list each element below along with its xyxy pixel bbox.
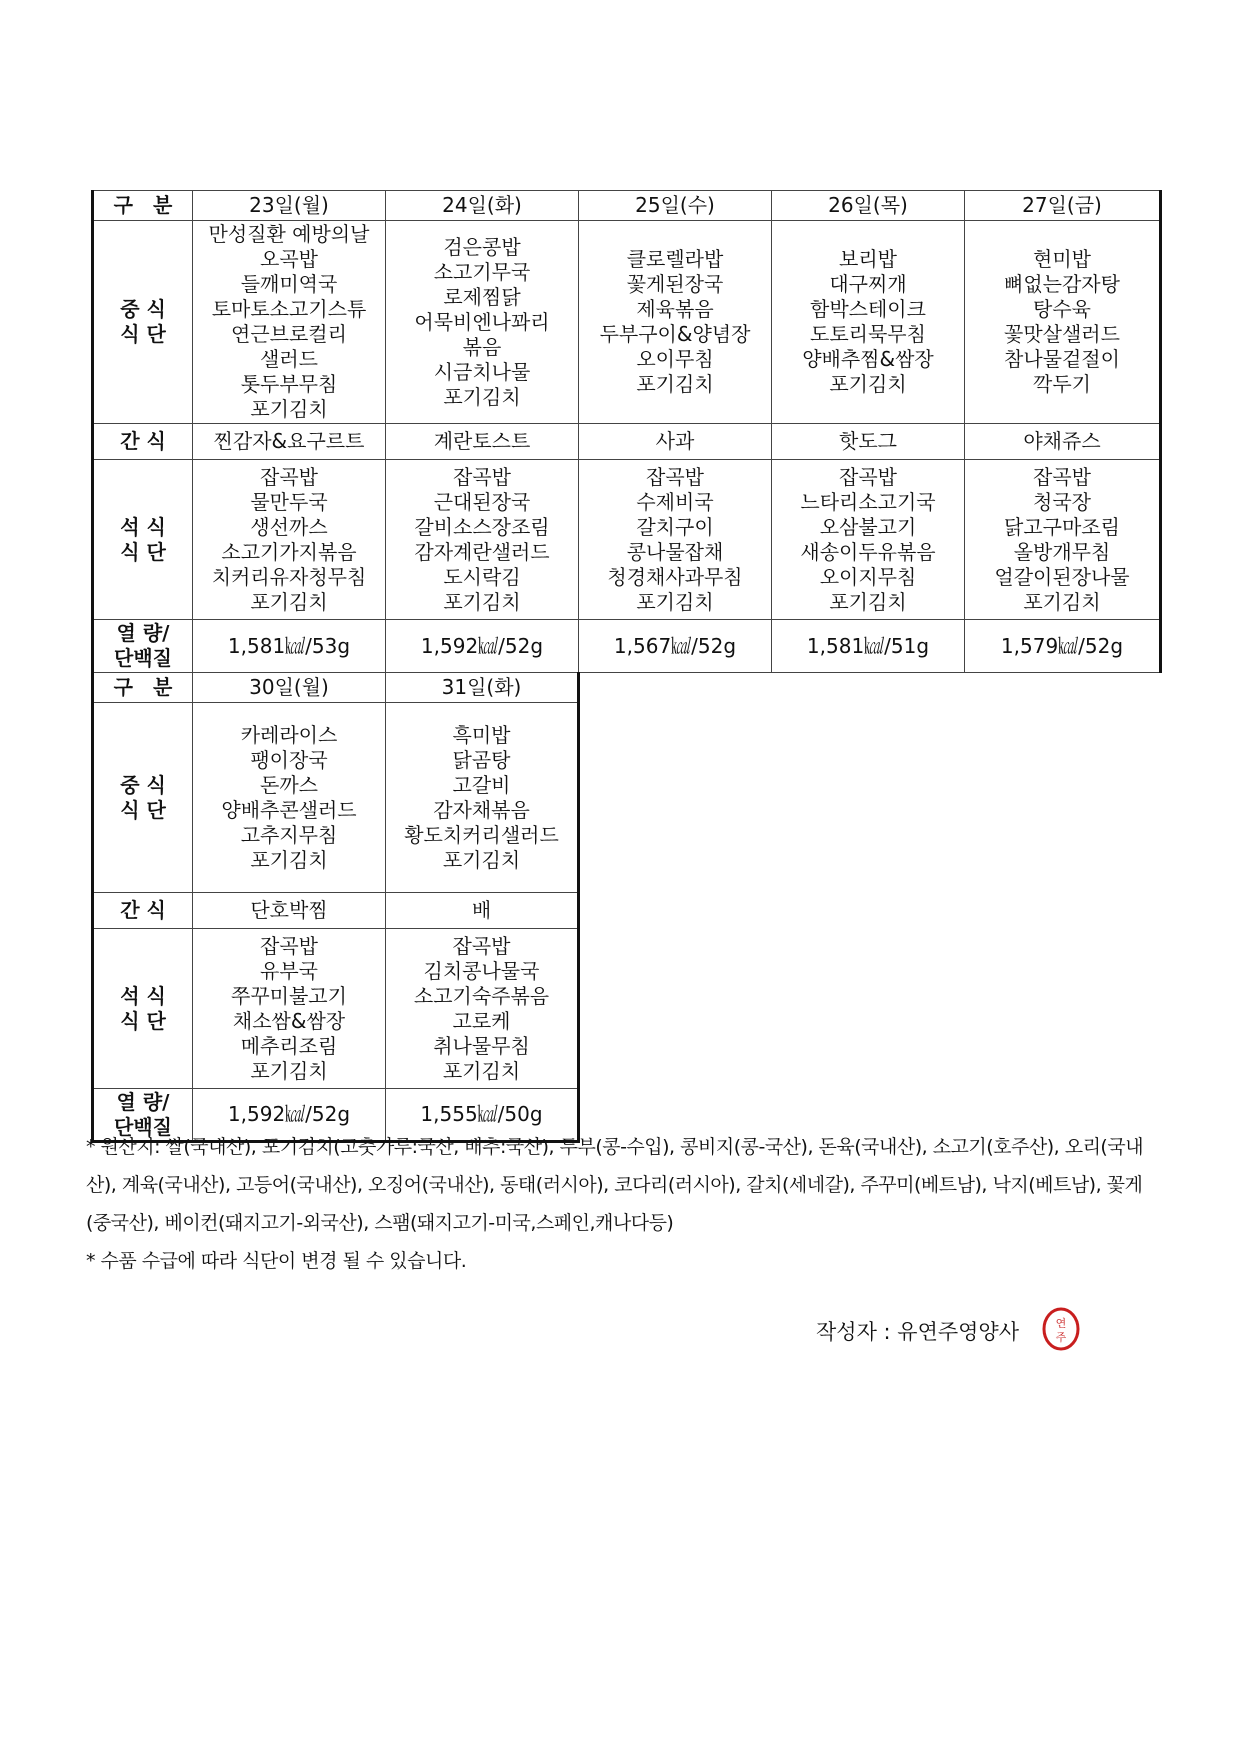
dish-item: 소고기숙주볶음 <box>413 983 550 1008</box>
dish-item: 포기김치 <box>250 589 328 614</box>
dish-item: 양배추찜&쌈장 <box>802 347 934 371</box>
dish-item: 연근브로컬리 <box>231 322 347 346</box>
dish-item: 잡곡밥 <box>452 933 511 958</box>
dish-item: 닭곰탕 <box>452 747 511 772</box>
snack-menu: 핫도그 <box>772 424 965 460</box>
calorie-protein: 1,592㎉/52g <box>386 620 579 673</box>
dish-item: 잡곡밥 <box>453 464 511 489</box>
row-label-dinner: 석 식 식 단 <box>93 929 193 1089</box>
dish-item: 흑미밥 <box>452 722 511 747</box>
dish-item: 포기김치 <box>250 1058 328 1083</box>
dish-item: 포기김치 <box>443 384 521 409</box>
dish-item: 콩나물잡채 <box>626 539 724 564</box>
calorie-protein: 1,579㎉/52g <box>965 620 1161 673</box>
dish-item: 감자채볶음 <box>433 797 530 822</box>
dish-item: 포기김치 <box>250 397 328 421</box>
day-header: 31일(화) <box>386 673 579 703</box>
dish-item: 올방개무침 <box>1013 539 1111 564</box>
dish-item: 청경채사과무침 <box>607 564 743 589</box>
dinner-menu <box>386 460 579 620</box>
snack-menu: 찐감자&요구르트 <box>193 424 386 460</box>
dish-item: 느타리소고기국 <box>800 489 936 514</box>
dish-item: 토마토소고기스튜 <box>211 297 367 321</box>
dish-item: 뼈없는감자탕 <box>1004 272 1120 296</box>
meal-plan-table <box>91 190 1162 1143</box>
dish-item: 두부구이&양념장 <box>599 322 751 346</box>
dish-item: 포기김치 <box>636 589 714 614</box>
nutritionist-seal <box>1041 1307 1081 1351</box>
day-header: 30일(월) <box>193 673 386 703</box>
day-header: 25일(수) <box>579 191 772 221</box>
dish-item: 포기김치 <box>443 589 521 614</box>
dish-item: 고추지무침 <box>240 822 338 847</box>
dish-item: 오이지무침 <box>819 564 917 589</box>
row-label-calorie: 열 량/ 단백질 <box>93 1089 193 1142</box>
dish-item: 포기김치 <box>829 589 907 614</box>
dish-item: 로제찜닭 <box>443 284 521 309</box>
snack-menu: 사과 <box>579 424 772 460</box>
dish-item: 검은콩밥 <box>443 234 521 259</box>
dinner-menu <box>193 460 386 620</box>
dish-item: 갈비소스장조림 <box>414 514 550 539</box>
dish-item: 들깨미역국 <box>240 272 338 296</box>
dish-item: 어묵비엔나꽈리 <box>414 309 550 334</box>
dish-item: 포기김치 <box>442 847 521 872</box>
dish-item: 청국장 <box>1033 489 1091 514</box>
snack-menu: 계란토스트 <box>386 424 579 460</box>
dish-item: 잡곡밥 <box>1033 464 1091 489</box>
dish-item: 포기김치 <box>636 372 714 396</box>
dish-item: 현미밥 <box>1033 247 1091 271</box>
dinner-menu <box>579 460 772 620</box>
dish-item: 소고기무국 <box>433 259 531 284</box>
dinner-menu <box>386 929 579 1089</box>
dish-item: 소고기가지볶음 <box>221 539 357 564</box>
dish-item: 잡곡밥 <box>839 464 897 489</box>
dish-item: 생선까스 <box>250 514 328 539</box>
dish-item: 쭈꾸미불고기 <box>231 983 347 1008</box>
dish-item: 톳두부무침 <box>240 372 338 396</box>
day-header: 27일(금) <box>965 191 1161 221</box>
author-signature: 작성자 : 유연주영양사 <box>816 1320 1019 1344</box>
dish-item: 오곡밥 <box>260 247 318 271</box>
lunch-menu <box>386 221 579 424</box>
dish-item: 제육볶음 <box>636 297 714 321</box>
dish-item: 샐러드 <box>260 347 318 371</box>
lunch-menu <box>772 221 965 424</box>
dish-item: 포기김치 <box>1023 589 1101 614</box>
dish-item: 참나물겉절이 <box>1004 347 1120 371</box>
snack-menu: 야채쥬스 <box>965 424 1161 460</box>
row-label-lunch: 중 식 식 단 <box>93 703 193 893</box>
dish-item: 잡곡밥 <box>260 933 318 958</box>
dish-item: 포기김치 <box>829 372 907 396</box>
dinner-menu <box>193 929 386 1089</box>
row-label-lunch: 중 식 식 단 <box>93 221 193 424</box>
dish-item: 함박스테이크 <box>810 297 926 321</box>
dish-item: 김치콩나물국 <box>423 958 540 983</box>
dish-item: 황도치커리샐러드 <box>404 822 559 847</box>
dish-item: 채소쌈&쌈장 <box>232 1008 346 1033</box>
dish-item: 얼갈이된장나물 <box>994 564 1130 589</box>
dish-item: 탕수육 <box>1033 297 1091 321</box>
day-header: 23일(월) <box>193 191 386 221</box>
dish-item: 근대된장국 <box>433 489 531 514</box>
dish-item: 포기김치 <box>442 1058 521 1083</box>
empty-area <box>579 673 1161 1142</box>
row-label-gubun: 구 분 <box>93 191 193 221</box>
calorie-protein: 1,581㎉/51g <box>772 620 965 673</box>
calorie-protein: 1,567㎉/52g <box>579 620 772 673</box>
dish-item: 만성질환 예방의날 <box>208 222 370 246</box>
svg-text:연: 연 <box>1055 1317 1067 1330</box>
dish-item: 메추리조림 <box>240 1033 338 1058</box>
dish-item: 포기김치 <box>250 847 328 872</box>
snack-menu: 단호박찜 <box>193 893 386 929</box>
day-header: 24일(화) <box>386 191 579 221</box>
dish-item: 새송이두유볶음 <box>800 539 936 564</box>
dish-item: 갈치구이 <box>636 514 714 539</box>
dish-item: 오이무침 <box>636 347 714 371</box>
dish-item: 도토리묵무침 <box>810 322 926 346</box>
dish-item: 돈까스 <box>260 772 318 797</box>
dish-item: 물만두국 <box>250 489 328 514</box>
lunch-menu <box>579 221 772 424</box>
dish-item: 꽃게된장국 <box>626 272 724 296</box>
dish-item: 닭고구마조림 <box>1004 514 1120 539</box>
dish-item: 클로렐라밥 <box>626 247 724 271</box>
dish-item: 보리밥 <box>839 247 897 271</box>
notes <box>86 1128 1161 1280</box>
origin-note: * 원산지: 쌀(국내산), 포기김치(고춧가루:국산, 배추:국산), 두부(콩-수입), 콩비지(콩-국산), 돈육(국내산), 소고기(호주산), 오리(국내산), 계육(국내산), 고등어(국내산), 오징어(국내산), 동태(러시아), 코다리(러시아), 갈치(세네갈), 주꾸미(베트남), 낙지(베트남), 꽃게(중국산), 베이컨(돼지고기-외국산), 스팸(돼지고기-미국,스페인,캐나다등) <box>86 1136 1144 1234</box>
change-note: * 수품 수급에 따라 식단이 변경 될 수 있습니다. <box>86 1250 467 1272</box>
lunch-menu <box>386 703 579 893</box>
lunch-menu <box>193 221 386 424</box>
calorie-protein: 1,592㎉/52g <box>193 1089 386 1142</box>
row-label-gubun: 구 분 <box>93 673 193 703</box>
dish-item: 잡곡밥 <box>646 464 704 489</box>
calorie-protein: 1,555㎉/50g <box>386 1089 579 1142</box>
dish-item: 도시락김 <box>443 564 521 589</box>
row-label-calorie: 열 량/ 단백질 <box>93 620 193 673</box>
row-label-dinner: 석 식 식 단 <box>93 460 193 620</box>
dish-item: 고갈비 <box>452 772 511 797</box>
dish-item: 카레라이스 <box>240 722 338 747</box>
dish-item: 양배추콘샐러드 <box>221 797 357 822</box>
dish-item: 팽이장국 <box>250 747 328 772</box>
dish-item: 취나물무침 <box>433 1033 530 1058</box>
dish-item: 고로케 <box>452 1008 511 1033</box>
lunch-menu <box>193 703 386 893</box>
svg-text:주: 주 <box>1055 1331 1067 1344</box>
dish-item: 오삼불고기 <box>819 514 917 539</box>
dish-item: 유부국 <box>260 958 318 983</box>
dish-item: 수제비국 <box>636 489 714 514</box>
dinner-menu <box>965 460 1161 620</box>
dish-item: 대구찌개 <box>829 272 907 296</box>
snack-menu: 배 <box>386 893 579 929</box>
dinner-menu <box>772 460 965 620</box>
lunch-menu <box>965 221 1161 424</box>
day-header: 26일(목) <box>772 191 965 221</box>
dish-item: 볶음 <box>462 334 502 359</box>
dish-item: 깍두기 <box>1033 372 1091 396</box>
dish-item: 치커리유자청무침 <box>211 564 367 589</box>
dish-item: 시금치나물 <box>433 359 531 384</box>
dish-item: 감자계란샐러드 <box>414 539 550 564</box>
dish-item: 잡곡밥 <box>260 464 318 489</box>
row-label-snack: 간 식 <box>93 424 193 460</box>
row-label-snack: 간 식 <box>93 893 193 929</box>
calorie-protein: 1,581㎉/53g <box>193 620 386 673</box>
dish-item: 꽃맛살샐러드 <box>1004 322 1120 346</box>
